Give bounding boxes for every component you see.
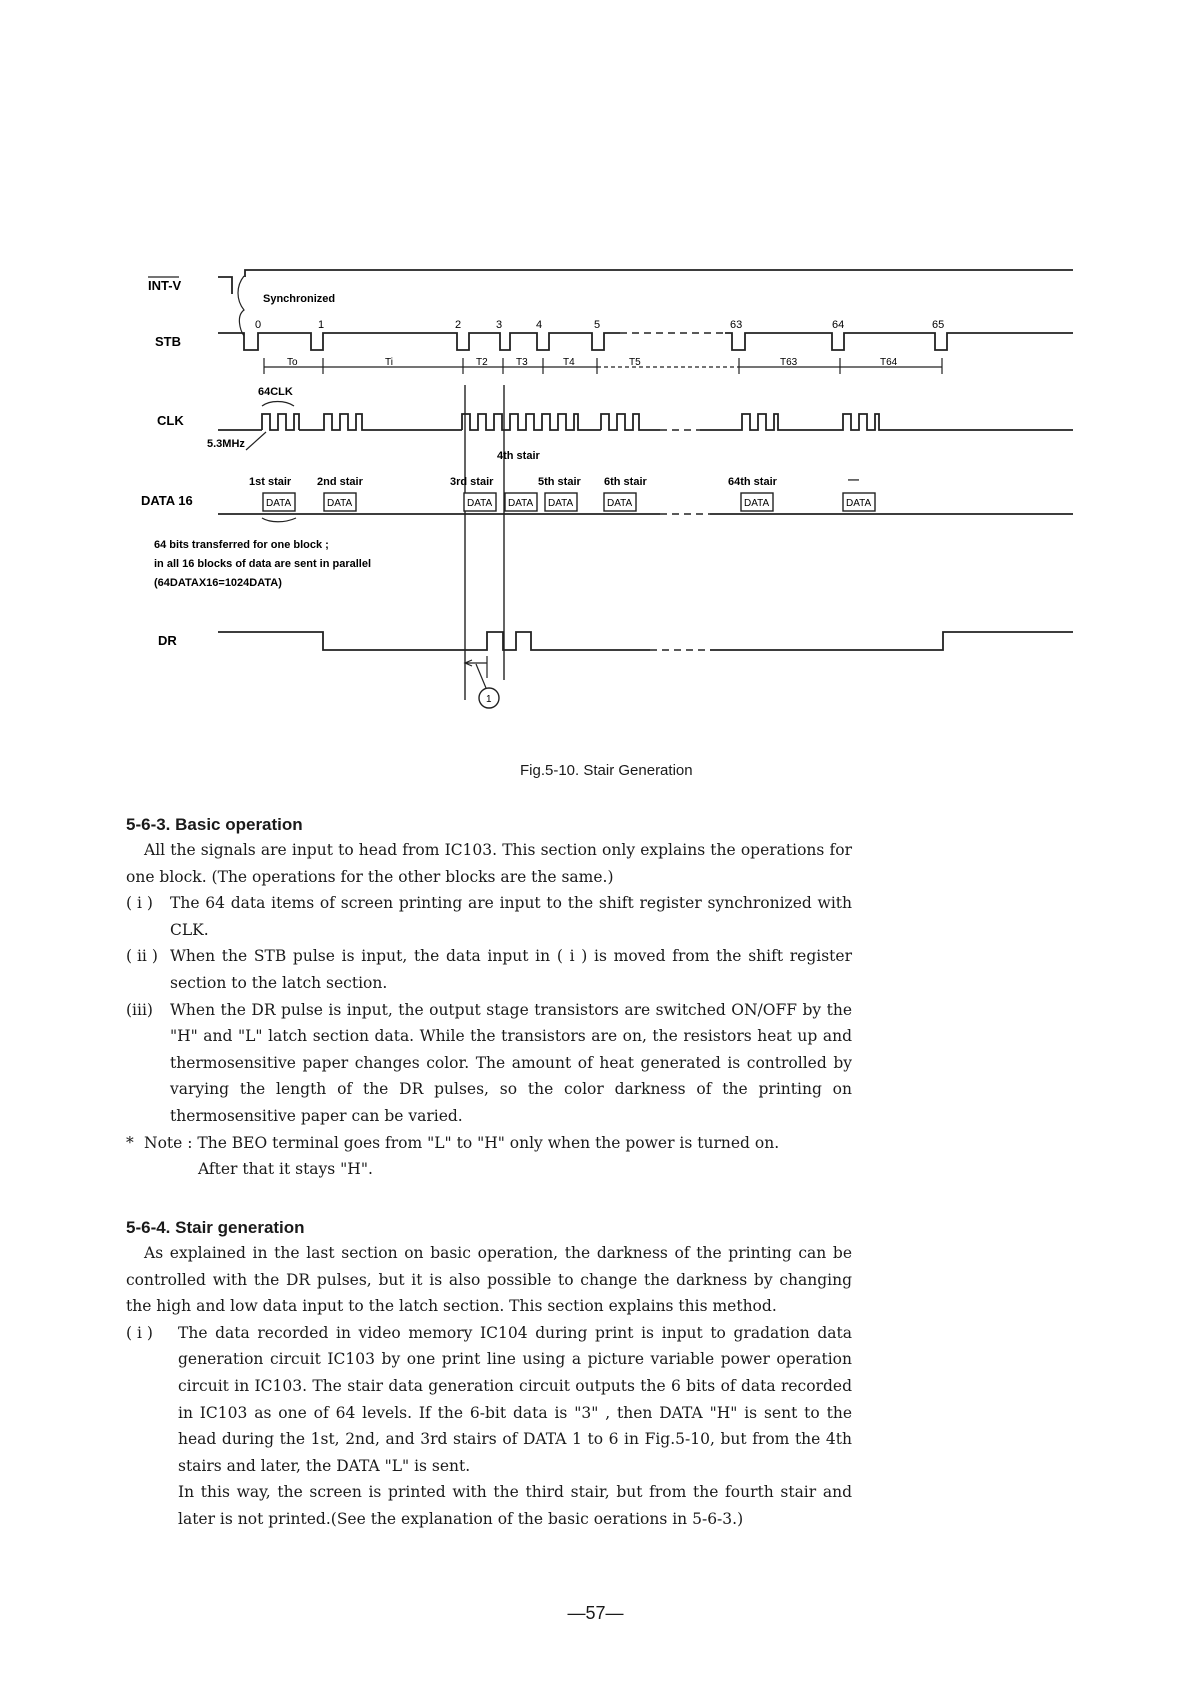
item-number: ( i ) — [126, 894, 153, 913]
stair-label-1: 1st stair — [249, 476, 292, 488]
section-title: 5-6-4. Stair generation — [126, 1218, 305, 1237]
section-intro: As explained in the last section on basic operation, the darkness of the printing can be controlled with the DR pulses, but it is also possible to change the darkness by changing the high and low data input to the latch section. This section explains this method. — [126, 1244, 852, 1316]
data-box-label: DATA — [607, 498, 633, 509]
signal-label-clk: CLK — [157, 413, 184, 428]
synchronized-label: Synchronized — [263, 293, 336, 305]
item-number: (iii) — [126, 1000, 153, 1019]
stb-waveform — [218, 333, 620, 350]
sync-brace — [238, 276, 244, 336]
note — [126, 1130, 852, 1157]
clk-burst-4 — [601, 414, 660, 430]
section-title: 5-6-3. Basic operation — [126, 815, 303, 834]
pulse-64: 64 — [832, 319, 845, 331]
signal-label-intv: INT-V — [148, 278, 182, 293]
clk-count-brace — [262, 402, 294, 407]
note-star: * — [126, 1133, 134, 1152]
item-number: ( i ) — [126, 1323, 153, 1342]
section-basic-operation — [126, 813, 852, 1183]
pulse-1: 1 — [318, 319, 325, 331]
data-box-label: DATA — [508, 498, 534, 509]
item-number: ( ii ) — [126, 947, 158, 966]
list-item — [126, 890, 852, 943]
stair-label-2: 2nd stair — [317, 476, 363, 488]
note-line-2: After that it stays "H". — [198, 1160, 373, 1179]
clk-count-label: 64CLK — [258, 386, 293, 398]
item-text: When the DR pulse is input, the output stage transistors are switched ON/OFF by the "H" and "L" latch section data. While the transistors are on, the resistors heat up and thermosensitive paper changes color. The amount of heat generated is controlled by varying the length of the DR pulses, so the color darkness of the printing on thermosensitive paper can be varied. — [170, 1000, 852, 1125]
pulse-4: 4 — [536, 319, 543, 331]
interval-t63: T63 — [780, 357, 798, 368]
stb-waveform-tail — [725, 333, 1073, 350]
clk-burst-3 — [462, 414, 601, 430]
interval-markers — [264, 358, 942, 374]
signal-label-stb: STB — [155, 334, 181, 349]
interval-t2: T2 — [476, 357, 488, 368]
item-text: When the STB pulse is input, the data input in ( i ) is moved from the shift register section to the latch section. — [170, 947, 852, 992]
dr-width-marker — [465, 656, 487, 678]
list-item — [126, 1320, 852, 1480]
dr-waveform-tail — [710, 632, 1073, 650]
stair-label-dash: — — [848, 474, 859, 486]
pulse-5: 5 — [594, 319, 601, 331]
data-box-label: DATA — [266, 498, 292, 509]
pulse-63: 63 — [730, 319, 743, 331]
block-note-line-1: 64 bits transferred for one block ; — [154, 539, 329, 551]
clk-freq-pointer — [246, 432, 266, 450]
pulse-0: 0 — [255, 319, 262, 331]
item-text: The 64 data items of screen printing are input to the shift register synchronized with CLK. — [170, 894, 852, 939]
list-item — [126, 997, 852, 1130]
clk-burst-2 — [299, 414, 462, 430]
signal-label-data16: DATA 16 — [141, 493, 193, 508]
stair-label-6: 6th stair — [604, 476, 647, 488]
stair-label-5: 5th stair — [538, 476, 581, 488]
interval-t1: Ti — [385, 357, 393, 368]
intv-waveform — [218, 270, 1073, 294]
note-line-1: Note : The BEO terminal goes from "L" to "H" only when the power is turned on. — [144, 1133, 780, 1152]
pulse-65: 65 — [932, 319, 945, 331]
data-brace — [262, 518, 296, 522]
block-note-line-2: in all 16 blocks of data are sent in parallel — [154, 558, 372, 570]
data-box-label: DATA — [327, 498, 353, 509]
stair-label-64: 64th stair — [728, 476, 777, 488]
data-box-label: DATA — [548, 498, 574, 509]
interval-t3: T3 — [516, 357, 528, 368]
stair-label-3: 3rd stair — [450, 476, 494, 488]
signal-label-dr: DR — [158, 633, 177, 648]
section-intro: All the signals are input to head from IC103. This section only explains the operations for one block. (The operations for the other blocks are the same.) — [126, 841, 852, 886]
clk-burst-1 — [262, 414, 299, 430]
clk-burst-tail — [700, 414, 1073, 430]
data-box-label: DATA — [467, 498, 493, 509]
interval-t4: T4 — [563, 357, 575, 368]
interval-t5: T5 — [629, 357, 641, 368]
fourth-stair-label: 4th stair — [497, 450, 540, 462]
pulse-3: 3 — [496, 319, 503, 331]
timing-diagram — [0, 0, 1191, 740]
marker-pointer — [476, 664, 486, 688]
data-box-label: DATA — [744, 498, 770, 509]
marker-number: 1 — [486, 694, 492, 705]
block-note-line-3: (64DATAX16=1024DATA) — [154, 577, 282, 589]
data-box-label: DATA — [846, 498, 872, 509]
clk-freq-label: 5.3MHz — [207, 438, 245, 450]
figure-caption: Fig.5-10. Stair Generation — [520, 762, 693, 779]
page-number: —57— — [567, 1603, 624, 1623]
interval-t0: To — [287, 357, 298, 368]
section-stair-generation — [126, 1216, 852, 1533]
dr-waveform — [218, 632, 650, 650]
item-text: The data recorded in video memory IC104 during print is input to gradation data generation circuit IC103 by one print line using a picture variable power operation circuit in IC103. The stair data generation circuit outputs the 6 bits of data recorded in IC103 as one of 64 levels. If the 6-bit data is "3" , then DATA "H" is sent to the head during the 1st, 2nd, and 3rd stairs of DATA 1 to 6 in Fig.5-10, but from the 4th stairs and later, the DATA "L" is sent. — [178, 1323, 852, 1475]
interval-t64: T64 — [880, 357, 898, 368]
pulse-2: 2 — [455, 319, 462, 331]
section-tail: In this way, the screen is printed with the third stair, but from the fourth stair and later is not printed.(See the explanation of the basic oerations in 5-6-3.) — [178, 1483, 852, 1528]
list-item — [126, 943, 852, 996]
